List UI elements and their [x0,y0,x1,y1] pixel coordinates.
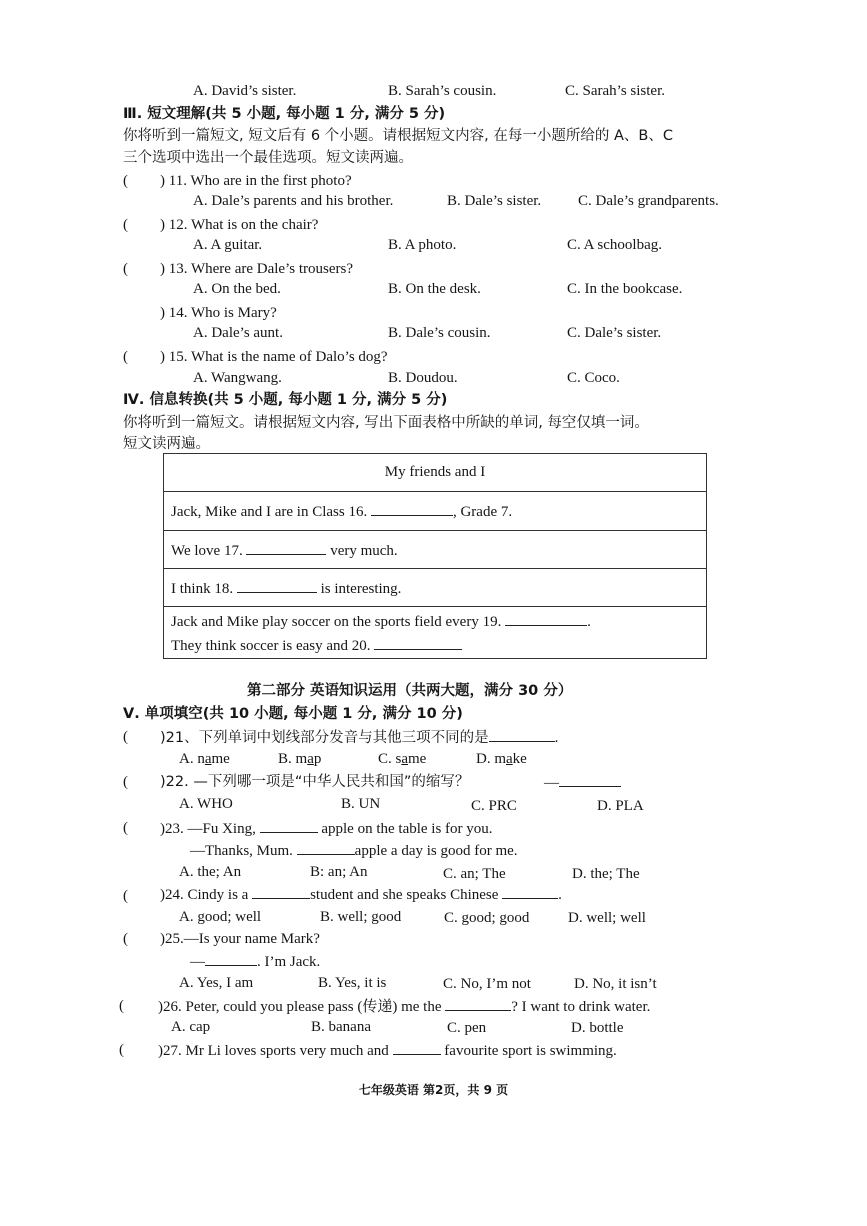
blank-16[interactable] [371,501,453,516]
row1-text-a: Jack, Mike and I are in Class 16. [171,504,371,520]
q14-stem: ) 14. Who is Mary? [160,305,277,321]
q21-option-d: D. make [476,751,527,767]
q22-option-b: B. UN [341,796,381,812]
q23-option-a: A. the; An [179,864,242,880]
q25-option-b: B. Yes, it is [318,975,387,991]
q25-option-c: C. No, I’m not [443,976,531,992]
q24-answer-paren[interactable]: ( [123,888,128,904]
q24-option-b: B. well; good [320,909,402,925]
q14-option-a: A. Dale’s aunt. [193,325,283,341]
q23-option-b: B: an; An [310,864,368,880]
q13-answer-paren[interactable]: ( [123,261,128,277]
q10-option-b: B. Sarah’s cousin. [388,83,497,99]
q21-option-b: B. map [278,751,322,767]
q12-option-b: B. A photo. [388,237,457,253]
q10-option-c: C. Sarah’s sister. [565,83,665,99]
q14-option-b: B. Dale’s cousin. [388,325,491,341]
q22-answer-line[interactable]: — [544,772,621,793]
q24-stem: )24. Cindy is a student and she speaks Chinese . [160,884,562,905]
q24-blank-2[interactable] [502,884,558,899]
q11-option-b: B. Dale’s sister. [447,193,542,209]
q21-stem: )21、下列单词中划线部分发音与其他三项不同的是 . [160,727,558,748]
part2-title: 第二部分 英语知识运用（共两大题，满分 30 分） [247,683,573,699]
q11-option-a: A. Dale’s parents and his brother. [193,193,394,209]
q15-option-a: A. Wangwang. [193,370,282,386]
row3-text-a: I think 18. [171,580,237,597]
row2-text-b: very much. [326,542,398,559]
section3-instruction-2: 三个选项中选出一个最佳选项。短文读两遍。 [123,150,413,166]
q24-option-a: A. good; well [179,909,262,925]
q12-option-a: A. A guitar. [193,237,263,253]
info-table-row-2 [164,531,707,569]
q14-option-c: C. Dale’s sister. [567,325,662,341]
q23-option-c: C. an; The [443,866,506,882]
q10-option-a: A. David’s sister. [193,83,297,99]
row1-text-b: , Grade 7. [452,504,513,520]
info-table-row-1 [164,492,707,531]
q12-option-c: C. A schoolbag. [567,237,663,253]
q15-option-c: C. Coco. [567,370,620,386]
info-table-row-3 [164,569,707,607]
info-table-title: My friends and I [164,454,707,492]
section4-instruction-2: 短文读两遍。 [123,436,210,452]
q22-option-a: A. WHO [179,796,233,812]
q26-option-b: B. banana [311,1019,371,1035]
q11-stem: ) 11. Who are in the first photo? [160,173,352,189]
q26-option-a: A. cap [171,1019,211,1035]
section5-title: Ⅴ. 单项填空(共 10 小题, 每小题 1 分, 满分 10 分) [123,706,463,722]
q24-option-c: C. good; good [444,910,530,926]
q25-option-d: D. No, it isn’t [574,976,657,992]
q26-option-d: D. bottle [571,1020,624,1036]
q23-line-2: —Thanks, Mum. apple a day is good for me. [190,840,518,861]
q11-option-c: C. Dale’s grandparents. [578,193,719,209]
q23-option-d: D. the; The [572,866,640,882]
section3-instruction-1: 你将听到一篇短文, 短文后有 6 个小题。请根据短文内容, 在每一小题所给的 A、B、C [123,128,673,144]
section4-title: Ⅳ. 信息转换(共 5 小题, 每小题 1 分, 满分 5 分) [123,392,448,408]
section4-instruction-1: 你将听到一篇短文。请根据短文内容, 写出下面表格中所缺的单词, 每空仅填一词。 [123,415,649,431]
q13-stem: ) 13. Where are Dale’s trousers? [160,261,353,277]
q27-answer-paren[interactable]: ( [119,1042,124,1058]
q21-blank[interactable] [489,727,555,742]
q13-option-a: A. On the bed. [193,281,281,297]
page-footer: 七年级英语 第2页，共 9 页 [358,1083,509,1097]
q21-option-c: C. same [378,751,427,767]
row2-text-a: We love 17. [171,542,247,559]
q24-option-d: D. well; well [568,910,646,926]
blank-18[interactable] [237,578,317,593]
blank-20[interactable] [374,635,462,650]
q26-option-c: C. pen [447,1020,487,1036]
q13-option-b: B. On the desk. [388,281,481,297]
q25-stem: )25.—Is your name Mark? [160,931,320,947]
blank-17[interactable] [246,540,326,555]
q23-answer-paren[interactable]: ( [123,820,128,836]
row3-text-b: is interesting. [316,580,402,597]
q23-blank-2[interactable] [297,840,355,855]
q27-stem: )27. Mr Li loves sports very much and favourite sport is swimming. [158,1040,617,1061]
q25-option-a: A. Yes, I am [179,975,254,991]
q12-answer-paren[interactable]: ( [123,217,128,233]
section3-title: Ⅲ. 短文理解(共 5 小题, 每小题 1 分, 满分 5 分) [123,106,446,122]
q22-stem: )22. —下列哪一项是“中华人民共和国”的缩写？ [160,774,470,790]
q23-stem: )23. —Fu Xing, apple on the table is for you. [160,818,493,839]
q15-answer-paren[interactable]: ( [123,349,128,365]
blank-19[interactable] [505,611,587,626]
q26-blank[interactable] [445,996,511,1011]
q25-line-2: — . I’m Jack. [190,951,320,972]
info-table-row-4 [164,607,707,659]
q23-blank-1[interactable] [260,818,318,833]
q12-stem: ) 12. What is on the chair? [160,217,319,233]
row5-text-a: They think soccer is easy and 20. [171,637,375,654]
q21-answer-paren[interactable]: ( [123,729,128,745]
row4-text-b: . [587,613,591,630]
q24-blank-1[interactable] [252,884,310,899]
q15-stem: ) 15. What is the name of Dalo’s dog? [160,349,388,365]
q13-option-c: C. In the bookcase. [567,281,683,297]
q25-answer-paren[interactable]: ( [123,931,128,947]
q26-answer-paren[interactable]: ( [119,998,124,1014]
q15-option-b: B. Doudou. [388,370,458,386]
q22-option-c: C. PRC [471,798,517,814]
q27-blank[interactable] [393,1040,441,1055]
q26-stem: )26. Peter, could you please pass (传递) me the ? I want to drink water. [158,996,650,1017]
q21-option-a: A. name [179,751,230,767]
row4-text-a: Jack and Mike play soccer on the sports field every 19. [171,613,506,630]
q25-blank[interactable] [205,951,257,966]
info-table [163,453,707,659]
q11-answer-paren[interactable]: ( [123,173,128,189]
q22-option-d: D. PLA [597,798,644,814]
q22-answer-paren[interactable]: ( [123,774,128,790]
